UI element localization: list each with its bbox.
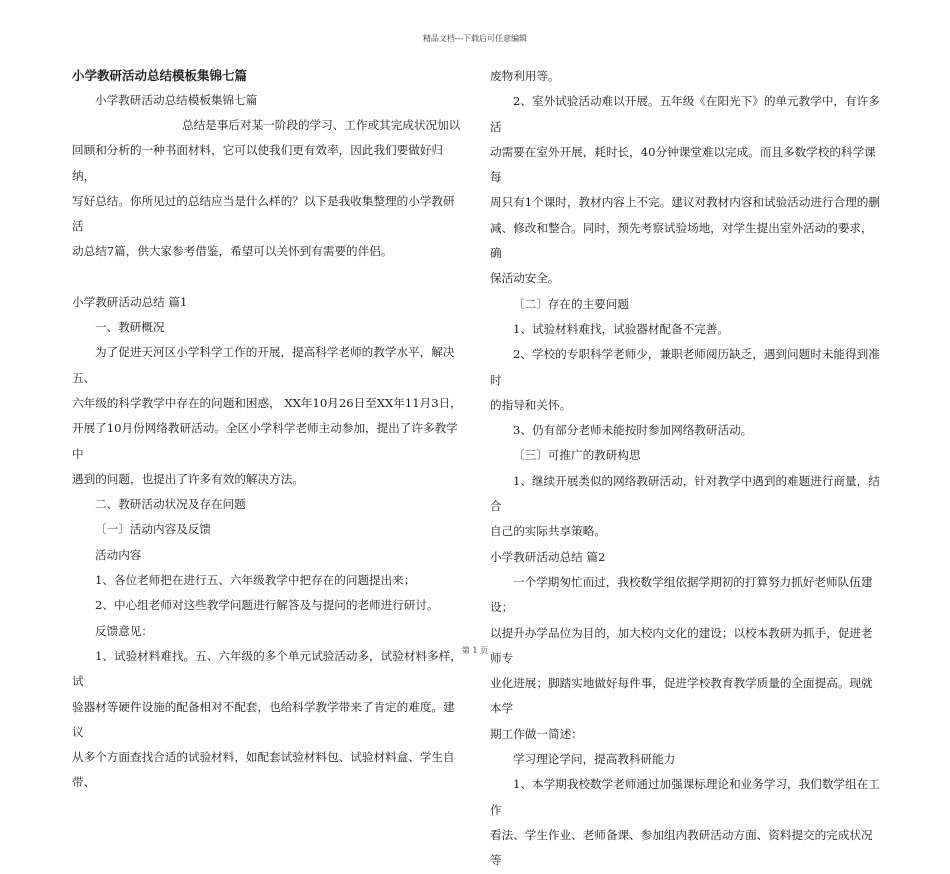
heading: 一、教研概况 (95, 320, 165, 335)
paragraph-line: 遇到的问题，也提出了许多有效的解决方法。 (72, 471, 304, 486)
page-header: 精品文档---下载后可任意编辑 (422, 34, 528, 43)
heading: 二、教研活动状况及存在问题 (95, 497, 246, 512)
intro-line: 回顾和分析的一种书面材料，它可以使我们更有效率，因此我们要做好归纳， (72, 143, 444, 183)
paragraph-line: 的指导和关怀。 (490, 397, 572, 412)
intro-line: 总结是事后对某一阶段的学习、工作或其完成状况加以 (182, 118, 461, 132)
paragraph-line: 期工作做一简述： (490, 726, 583, 741)
intro-line: 动总结7篇，供大家参考借鉴，希望可以关怀到有需要的伴侣。 (72, 244, 393, 259)
list-item: 1、继续开展类似的网络教研活动，针对教学中遇到的难题进行商量，结合 (490, 473, 880, 514)
subheading: 学习理论学问，提高教科研能力 (513, 752, 676, 767)
subheading: 〔三〕可推广的教研构思 (513, 448, 641, 463)
left-column (72, 64, 462, 796)
paragraph-line: 2、室外试验活动难以开展。五年级《在阳光下》的单元教学中，有许多活 (490, 94, 880, 134)
paragraph-line: 一个学期匆忙而过，我校数学组依据学期初的打算努力抓好老师队伍建设； (490, 574, 873, 615)
document-title: 小学教研活动总结模板集锦七篇 (72, 68, 248, 83)
paragraph-line: 自己的实际共享策略。 (490, 524, 606, 539)
paragraph-line: 验器材等硬件设施的配备相对不配套，也给科学教学带来了肯定的难度。建议 (72, 699, 455, 739)
list-item: 2、学校的专职科学老师少，兼职老师阅历缺乏，遇到问题时未能得到准时 (490, 347, 880, 387)
subheading: 〔二〕存在的主要问题 (513, 296, 629, 311)
label: 活动内容 (95, 547, 142, 562)
list-item: 1、试验材料难找，试验器材配备不完善。 (513, 321, 730, 336)
paragraph-line: 动需要在室外开展，耗时长，40分钟课堂难以完成。而且多数学校的科学课每 (490, 144, 876, 185)
paragraph-line: 业化进展；脚踏实地做好每件事，促进学校教育教学质量的全面提高。现就本学 (490, 676, 873, 716)
paragraph-line: 废物利用等。 (490, 69, 560, 83)
subheading: 〔一〕活动内容及反馈 (95, 522, 211, 537)
paragraph-line: 保活动安全。 (490, 271, 560, 286)
document-subtitle: 小学教研活动总结模板集锦七篇 (95, 93, 258, 107)
paragraph-line: 1、试验材料难找。五、六年级的多个单元试验活动多，试验材料多样，试 (72, 648, 462, 689)
right-column (490, 64, 882, 874)
paragraph-line: 从多个方面查找合适的试验材料，如配套试验材料包、试验材料盒、学生自带、 (72, 750, 455, 790)
list-item: 2、中心组老师对这些教学问题进行解答及与提问的老师进行研讨。 (95, 598, 439, 613)
list-item: 1、各位老师把在进行五、六年级教学中把存在的问题提出来； (95, 573, 416, 588)
paragraph-line: 以提升办学品位为目的，加大校内文化的建设；以校本教研为抓手，促进老师专 (490, 625, 873, 665)
paragraph-line: 为了促进天河区小学科学工作的开展，提高科学老师的教学水平，解决五、 (72, 345, 455, 385)
paragraph-line: 减、修改和整合。同时，预先考察试验场地，对学生提出室外活动的要求，确 (490, 220, 873, 261)
page-footer: 第 1 页 (461, 646, 489, 655)
intro-line: 写好总结。你所见过的总结应当是什么样的？以下是我收集整理的小学教研活 (72, 193, 455, 234)
spacer (72, 265, 462, 290)
paragraph-line: 周只有1个课时，教材内容上不完。建议对教材内容和试验活动进行合理的删 (490, 195, 880, 210)
label: 反馈意见： (95, 623, 153, 638)
paragraph-line: 开展了10月份网络教研活动。全区小学科学老师主动参加，提出了许多教学中 (72, 421, 458, 461)
section-title: 小学教研活动总结 篇1 (72, 294, 188, 309)
list-item: 3、仍有部分老师未能按时参加网络教研活动。 (513, 423, 753, 438)
paragraph-line: 六年级的科学教学中存在的问题和困惑， XX年10月26日至XX年11月3日， (72, 395, 462, 410)
section-title: 小学教研活动总结 篇2 (490, 549, 606, 564)
paragraph-line: 1、本学期我校数学老师通过加强课标理论和业务学习，我们数学组在工作 (490, 777, 880, 817)
paragraph-line: 看法、学生作业、老师备课、参加组内教研活动方面、资料提交的完成状况等 (490, 827, 873, 868)
